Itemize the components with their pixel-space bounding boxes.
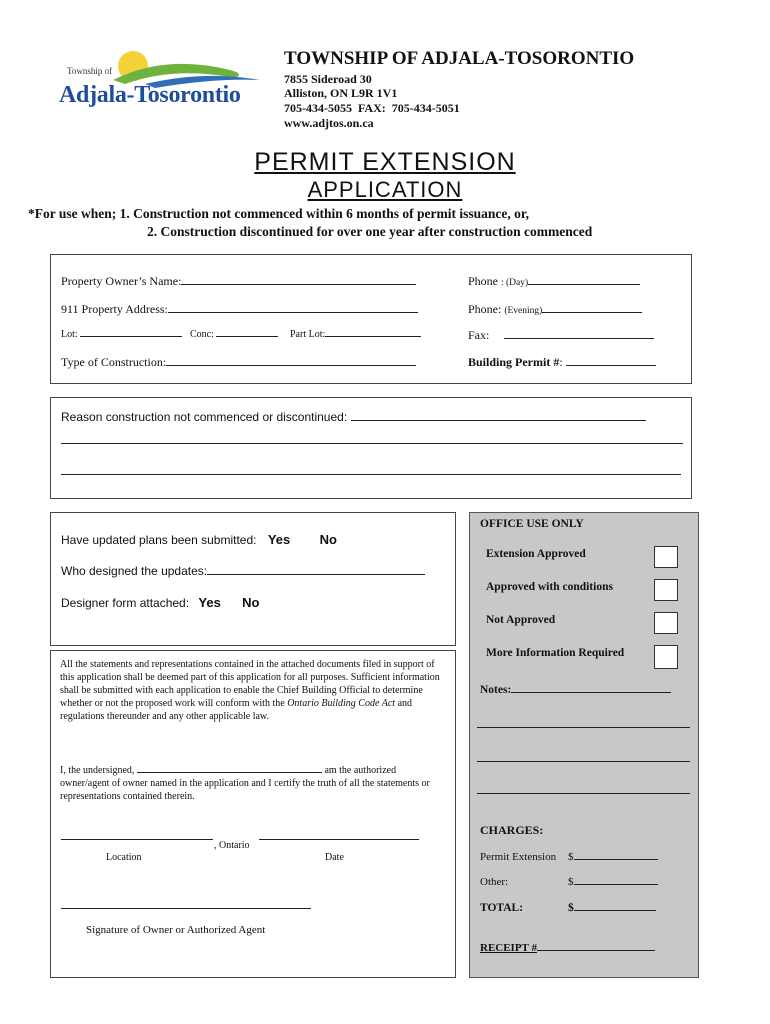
permit-extension-field[interactable] [568, 851, 658, 863]
signature-label: Signature of Owner or Authorized Agent [86, 924, 266, 936]
part-lot-input[interactable] [325, 336, 421, 337]
construction-type-field[interactable] [61, 355, 416, 370]
designer-form-yes[interactable]: Yes [198, 595, 221, 610]
permit-number-field[interactable] [468, 355, 656, 370]
township-title: TOWNSHIP OF ADJALA-TOSORONTIO [284, 48, 635, 69]
township-logo [55, 44, 270, 112]
checkbox-not-approved[interactable] [654, 612, 678, 634]
conc-label: Conc: [190, 329, 214, 340]
designer-form-question [61, 595, 260, 610]
receipt-label: RECEIPT # [480, 942, 537, 954]
website: www.adjtos.on.ca [284, 116, 374, 130]
phone-evening-input[interactable] [542, 312, 642, 313]
designer-label: Who designed the updates: [61, 564, 208, 578]
checkbox-more-info[interactable] [654, 645, 678, 669]
phone-day-field[interactable] [468, 274, 640, 289]
designer-field[interactable] [61, 564, 425, 578]
permit-extension-label: Permit Extension [480, 851, 557, 863]
property-address-input[interactable] [168, 312, 418, 313]
designer-input[interactable] [207, 574, 425, 575]
notes-field[interactable] [480, 684, 671, 696]
fax-field[interactable] [468, 328, 654, 343]
reason-field[interactable] [61, 410, 646, 424]
checkbox-approved-conditions[interactable] [654, 579, 678, 601]
permit-number-label: Building Permit # [468, 355, 560, 369]
permit-number-input[interactable] [566, 365, 656, 366]
part-lot-label: Part Lot: [290, 329, 326, 340]
option-more-info: More Information Required [486, 647, 625, 659]
phone-day-label: Phone [468, 274, 498, 288]
total-input[interactable] [574, 910, 656, 911]
notes-input-line-2[interactable] [477, 727, 690, 728]
receipt-input[interactable] [537, 950, 655, 951]
logo-name: Adjala-Tosorontio [59, 82, 241, 108]
option-approved-conditions: Approved with conditions [486, 581, 613, 593]
address-line-2: Alliston, ON L9R 1V1 [284, 86, 398, 100]
checkbox-extension-approved[interactable] [654, 546, 678, 568]
lot-field[interactable] [61, 329, 182, 340]
location-input[interactable] [61, 839, 213, 840]
part-lot-field[interactable] [290, 329, 421, 340]
reason-input-line-3[interactable] [61, 474, 681, 475]
form-title-line-2: APPLICATION [307, 177, 463, 202]
conc-field[interactable] [190, 329, 278, 340]
other-input[interactable] [574, 884, 658, 885]
total-dollar: $ [568, 902, 574, 914]
owner-name-label: Property Owner’s Name: [61, 274, 182, 288]
undersigned-name-input[interactable] [137, 772, 322, 773]
lot-label: Lot: [61, 329, 78, 340]
phone-day-sublabel: : (Day) [501, 278, 529, 288]
permit-extension-dollar: $ [568, 851, 574, 863]
updated-plans-no[interactable]: No [319, 532, 337, 547]
form-title-line-1: PERMIT EXTENSION [254, 148, 516, 176]
declaration-text-b: and regulations thereunder and any other applicable law. [60, 698, 413, 722]
notes-input-line-4[interactable] [477, 793, 690, 794]
signature-input[interactable] [61, 908, 311, 909]
construction-type-label: Type of Construction: [61, 355, 167, 369]
declaration-text-a: All the statements and representations contained in the attached documents filed in support of this application shall be deemed part of this application for all purposes. Sufficient information shall be submitted with each application to enable the Chief Building Official to determine whether or not the proposed work will conform with the [60, 659, 440, 709]
phone-fax: 705-434-5055 FAX: 705-434-5051 [284, 101, 460, 115]
option-extension-approved: Extension Approved [486, 548, 586, 560]
phone-evening-sublabel: (Evening) [504, 306, 543, 316]
phone-evening-field[interactable] [468, 302, 642, 317]
office-use-title: OFFICE USE ONLY [480, 518, 584, 530]
designer-form-label: Designer form attached: [61, 596, 190, 610]
notes-input-line-1[interactable] [511, 692, 671, 693]
declaration-paragraph [60, 658, 444, 723]
certification-text-b: am the authorized owner/agent of owner named in the application and I certify the truth of all the statements or representations contained therein. [60, 765, 430, 802]
date-label: Date [325, 852, 344, 863]
updated-plans-yes[interactable]: Yes [267, 532, 291, 547]
lot-input[interactable] [80, 336, 182, 337]
other-dollar: $ [568, 876, 574, 888]
owner-name-field[interactable] [61, 274, 416, 289]
reason-input-line-2[interactable] [61, 443, 683, 444]
location-label: Location [106, 852, 142, 863]
certification-paragraph [60, 764, 444, 803]
fax-label: Fax: [468, 328, 490, 342]
phone-day-input[interactable] [528, 284, 640, 285]
total-label: TOTAL: [480, 902, 524, 914]
usage-line-1: *For use when; 1. Construction not commenced within 6 months of permit issuance, or, [28, 206, 529, 221]
notes-label: Notes: [480, 684, 512, 696]
updated-plans-question [61, 532, 337, 547]
certification-text-a: I, the undersigned, [60, 765, 135, 776]
conc-input[interactable] [216, 336, 278, 337]
permit-number-colon: : [559, 355, 563, 369]
address-line-1: 7855 Sideroad 30 [284, 72, 372, 86]
total-field[interactable] [568, 902, 656, 914]
option-not-approved: Not Approved [486, 614, 556, 626]
reason-input-line-1[interactable] [351, 420, 646, 421]
building-code-act: Ontario Building Code Act [287, 698, 396, 709]
date-input[interactable] [259, 839, 419, 840]
reason-label: Reason construction not commenced or discontinued [61, 410, 344, 424]
updated-plans-label: Have updated plans been submitted: [61, 533, 257, 547]
other-label: Other: [480, 876, 509, 888]
owner-name-input[interactable] [181, 284, 416, 285]
logo-small-text: Township of [67, 66, 113, 76]
notes-input-line-3[interactable] [477, 761, 690, 762]
property-address-field[interactable] [61, 302, 418, 317]
receipt-field[interactable] [480, 942, 655, 954]
designer-form-no[interactable]: No [242, 595, 260, 610]
ontario-text: , Ontario [214, 840, 250, 851]
phone-evening-label: Phone: [468, 302, 502, 316]
reason-colon: : [343, 410, 348, 424]
property-address-label: 911 Property Address: [61, 302, 168, 316]
usage-line-2: 2. Construction discontinued for over one year after construction commenced [147, 224, 593, 239]
charges-heading: CHARGES: [480, 823, 544, 837]
other-field[interactable] [568, 876, 658, 888]
permit-extension-input[interactable] [574, 859, 658, 860]
fax-input[interactable] [504, 338, 654, 339]
construction-type-input[interactable] [166, 365, 416, 366]
